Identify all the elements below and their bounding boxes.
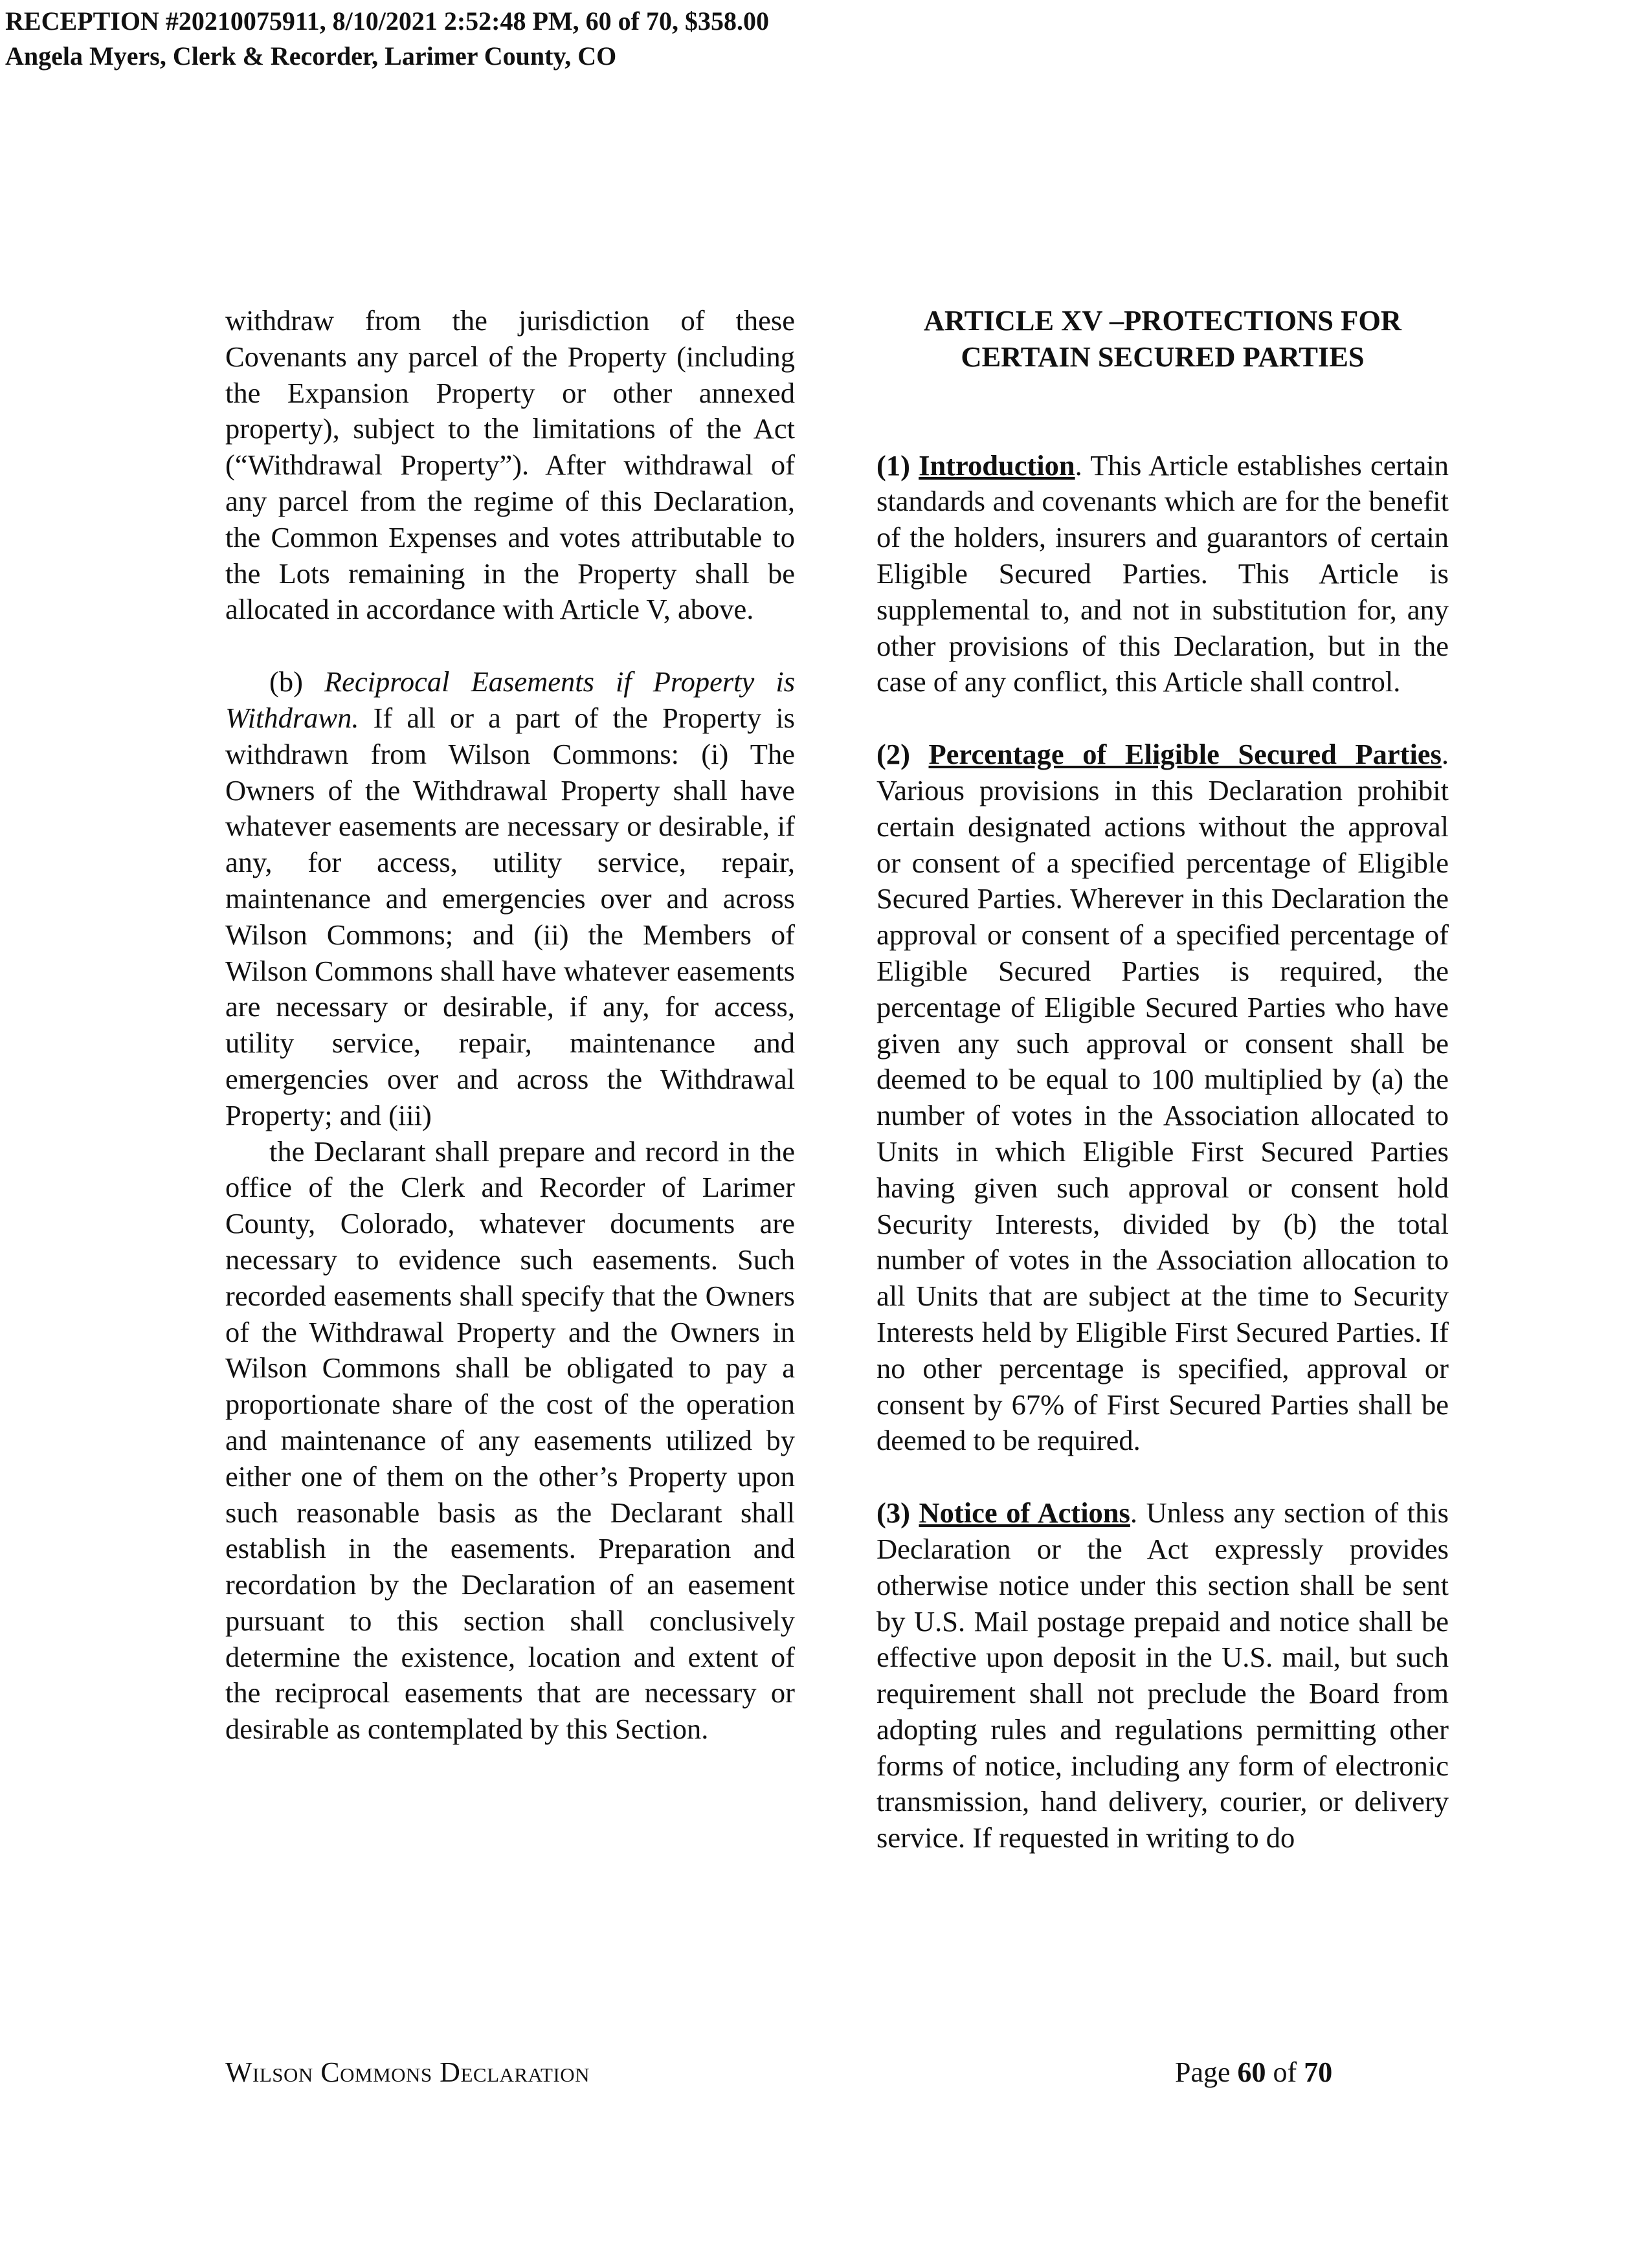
footer-document-title: Wilson Commons Declaration	[225, 2056, 590, 2088]
subsection-text: If all or a part of the Property is withdrawn from Wilson Commons: (i) The Owners of the Withdrawal Property shall have whatever easements are necessary or desirable, if any, for access, utility service, repair, maintenance and emergencies over and across Wilson Commons; and (ii) the Members of Wilson Commons shall have whatever easements are necessary or desirable, if any, for access, utility service, repair, maintenance and emergencies over and across the Withdrawal Property; and (iii)	[225, 701, 795, 1131]
page-current: 60	[1237, 2056, 1266, 2088]
recording-reception-line: RECEPTION #20210075911, 8/10/2021 2:52:48 PM, 60 of 70, $358.00	[5, 6, 769, 36]
section-number: (1)	[876, 449, 910, 482]
section-text: . This Article establishes certain standards and covenants which are for the benefit of the holders, insurers and guarantors of certain Eligible Secured Parties. This Article is supplemental to, and not in substitution for, any other provisions of this Declaration, but in the case of any conflict, this Article shall control.	[876, 449, 1449, 698]
section-text: . Various provisions in this Declaration prohibit certain designated actions without the approval or consent of a specified percentage of Eligible Secured Parties. Wherever in this Declaration the approval or consent of a specified percentage of Eligible Secured Parties is required, the percentage of Eligible Secured Parties who have given any such approval or consent shall be deemed to be equal to 100 multiplied by (a) the number of votes in the Association allocated to Units in which Eligible First Secured Parties having given such approval or consent hold Security Interests, divided by (b) the total number of votes in the Association allocation to all Units that are subject at the time to Security Interests held by Eligible First Secured Parties. If no other percentage is specified, approval or consent by 67% of First Secured Parties shall be deemed to be required.	[876, 738, 1449, 1457]
section-number: (2)	[876, 738, 910, 771]
right-column	[876, 303, 1449, 1856]
article-heading	[876, 303, 1449, 375]
recording-clerk-line: Angela Myers, Clerk & Recorder, Larimer County, CO	[5, 41, 617, 71]
subsection-title: Reciprocal Easements if Property is Withdrawn.	[225, 665, 796, 734]
article-heading-line-2: CERTAIN SECURED PARTIES	[961, 340, 1365, 373]
withdrawal-paragraph: withdraw from the jurisdiction of these Covenants any parcel of the Property (including the Expansion Property or other annexed property), subject to the limitations of the Act (“Withdrawal Property”). After withdrawal of any parcel from the regime of this Declaration, the Common Expenses and votes attributable to the Lots remaining in the Property shall be allocated in accordance with Article V, above.	[225, 304, 795, 626]
section-notice	[876, 1495, 1449, 1856]
section-number: (3)	[876, 1496, 910, 1529]
reciprocal-easements-paragraph	[225, 664, 795, 1133]
section-percentage	[876, 737, 1449, 1459]
section-title: Percentage of Eligible Secured Parties	[928, 738, 1442, 771]
page-of: of	[1266, 2056, 1304, 2088]
section-text: . Unless any section of this Declaration or the Act expressly provides otherwise notice under this section shall be sent by U.S. Mail postage prepaid and notice shall be effective upon deposit in the U.S. mail, but such requirement shall not preclude the Board from adopting rules and regulations permitting other forms of notice, including any form of electronic transmission, hand delivery, courier, or delivery service. If requested in writing to do	[876, 1496, 1449, 1854]
section-title: Notice of Actions	[919, 1496, 1130, 1529]
section-introduction	[876, 448, 1449, 701]
footer-page-number	[1175, 2056, 1332, 2089]
left-column	[225, 303, 795, 1784]
subsection-label: (b)	[269, 665, 303, 698]
recording-stamp	[5, 4, 769, 74]
page-prefix: Page	[1175, 2056, 1238, 2088]
page-total: 70	[1304, 2056, 1333, 2088]
declarant-record-paragraph: the Declarant shall prepare and record in the office of the Clerk and Recorder of Larimer County, Colorado, whatever documents are necessary to evidence such easements. Such recorded easements shall specify that the Owners of the Withdrawal Property and the Owners in Wilson Commons shall be obligated to pay a proportionate share of the cost of the operation and maintenance of any easements utilized by either one of them on the other’s Property upon such reasonable basis as the Declarant shall establish in the easements. Preparation and recordation by the Declaration of an easement pursuant to this section shall conclusively determine the existence, location and extent of the reciprocal easements that are necessary or desirable as contemplated by this Section.	[225, 1135, 795, 1746]
section-title: Introduction	[919, 449, 1075, 482]
article-heading-line-1: ARTICLE XV –PROTECTIONS FOR	[923, 304, 1402, 337]
